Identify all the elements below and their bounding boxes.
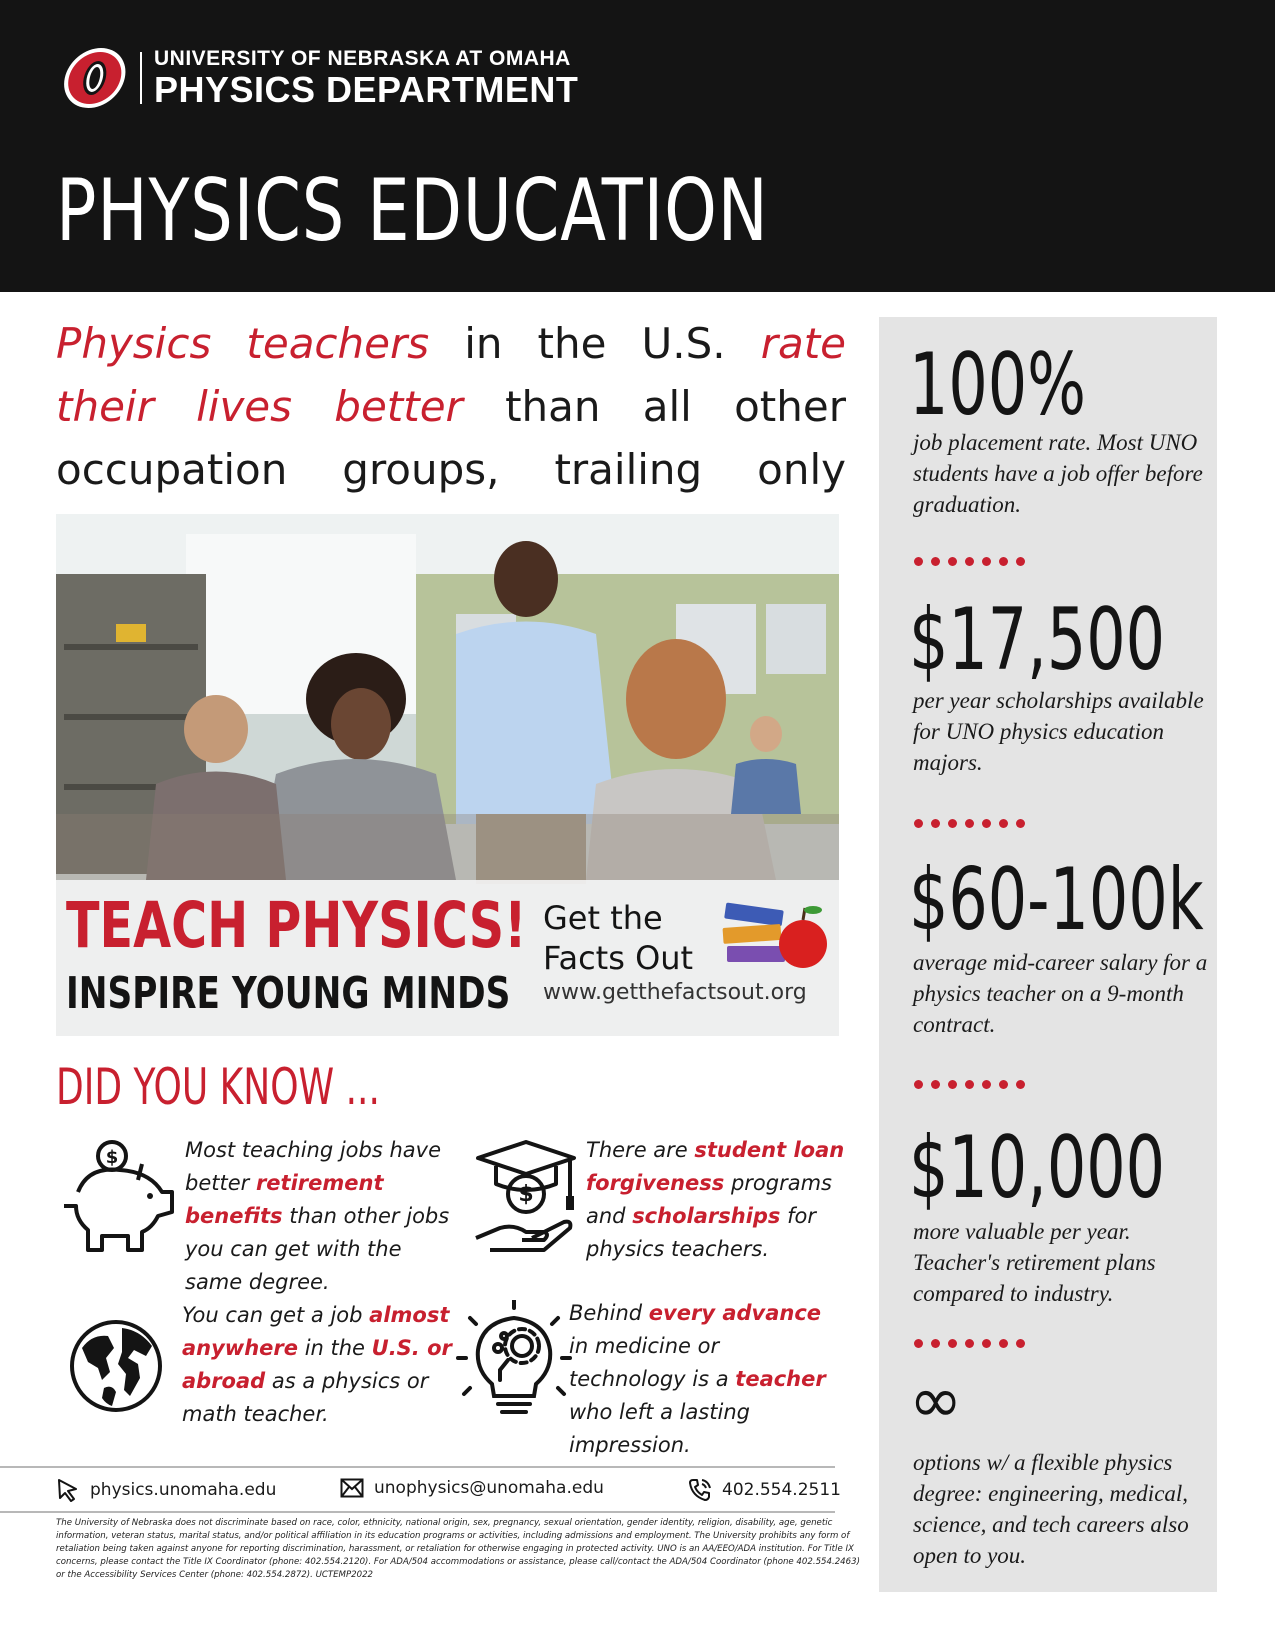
- stat-options-text: options w/ a flexible physics degree: engineering, medical, science, and tech careers also open to you.: [913, 1450, 1189, 1568]
- stat-retirement-value: $10,000: [909, 1118, 1166, 1218]
- uno-logo-icon: [60, 44, 130, 112]
- logo-divider: [140, 52, 142, 104]
- header: [0, 0, 1275, 292]
- headline-highlight-1: Physics teachers: [56, 319, 430, 368]
- department-name: PHYSICS DEPARTMENT: [154, 69, 579, 110]
- stats-sidebar: [879, 317, 1217, 1592]
- gtfo-url[interactable]: www.getthefactsout.org: [543, 980, 807, 1005]
- stat-scholarship-text: per year scholarships available for UNO physics education majors.: [913, 688, 1204, 775]
- cursor-icon: [56, 1478, 80, 1502]
- phone-text: 402.554.2511: [722, 1480, 841, 1500]
- headline-highlight-2: rate their lives better: [56, 319, 846, 431]
- stat-salary-value: $60-100k: [909, 850, 1204, 950]
- headline-text-1: in the U.S.: [429, 319, 761, 368]
- dot-separator: [914, 1080, 1025, 1089]
- did-you-know-heading: DID YOU KNOW ...: [56, 1058, 380, 1116]
- contact-rule-top: [0, 1466, 835, 1468]
- email-text: unophysics@unomaha.edu: [374, 1478, 604, 1498]
- classroom-photo: [56, 514, 839, 1036]
- headline-text-2: than all other occupation groups, trailing only: [56, 382, 846, 494]
- phone-icon: [688, 1478, 712, 1502]
- gtfo-line-1: Get the: [543, 899, 663, 937]
- stat-salary-text: average mid-career salary for a physics teacher on a 9-month contract.: [913, 950, 1208, 1037]
- dot-separator: [914, 557, 1025, 566]
- fact-job-anywhere: You can get a job almost anywhere in the U.S. or abroad as a physics or math teacher.: [182, 1303, 452, 1426]
- graduation-cap-money-icon: [470, 1138, 582, 1254]
- fact-student-loan-forgiveness: There are student loan forgiveness programs and scholarships for physics teachers.: [586, 1138, 845, 1261]
- dot-separator: [914, 819, 1025, 828]
- phone-link[interactable]: [688, 1478, 841, 1502]
- piggy-bank-icon: [58, 1136, 176, 1254]
- books-apple-icon: [721, 898, 831, 978]
- stat-job-placement-value: 100%: [909, 335, 1087, 435]
- stat-scholarship-value: $17,500: [909, 590, 1166, 690]
- website-text: physics.unomaha.edu: [90, 1480, 277, 1500]
- website-link[interactable]: [56, 1478, 276, 1502]
- lightbulb-gear-icon: [456, 1300, 574, 1424]
- svg-text:$: $: [518, 1182, 534, 1207]
- email-link[interactable]: [340, 1478, 604, 1498]
- university-name: UNIVERSITY OF NEBRASKA AT OMAHA: [154, 47, 571, 70]
- fact-every-advance: Behind every advance in medicine or technology is a teacher who left a lasting impression.: [569, 1301, 826, 1457]
- globe-icon: [68, 1318, 164, 1414]
- contact-rule-bottom: [0, 1511, 835, 1513]
- envelope-icon: [340, 1478, 364, 1498]
- fact-retirement-benefits: Most teaching jobs have better retirement benefits than other jobs you can get with the same degree.: [185, 1138, 450, 1294]
- inspire-heading: INSPIRE YOUNG MINDS: [66, 968, 511, 1019]
- svg-text:$: $: [105, 1147, 119, 1168]
- dot-separator: [914, 1339, 1025, 1348]
- get-the-facts-out-logo-text: [543, 898, 693, 978]
- stat-retirement-text: more valuable per year. Teacher's retirement plans compared to industry.: [913, 1219, 1156, 1306]
- teach-physics-banner: [56, 880, 839, 1036]
- nondiscrimination-disclaimer: The University of Nebraska does not discriminate based on race, color, ethnicity, national origin, sex, pregnancy, sexual orientation, gender identity, religion, disability, age, genetic information, veteran status, marital status, and/or political affiliation in its education programs or activities, including admissions and employment. The University prohibits any form of retaliation being taken against anyone for reporting discrimination, harassment, or retaliation for otherwise engaging in protected activity. UNO is an AA/EEO/ADA institution. For Title IX concerns, please contact the Title IX Coordinator (phone: 402.554.2120). For ADA/504 accommodations or assistance, please call/contact the ADA/504 Coordinator (phone 402.554.2463) or the Accessibility Services Center (phone: 402.554.2872). UCTEMP2022: [56, 1518, 860, 1580]
- teach-physics-heading: TEACH PHYSICS!: [66, 889, 527, 962]
- gtfo-line-2: Facts Out: [543, 939, 694, 977]
- stat-job-placement-text: job placement rate. Most UNO students have a job offer before graduation.: [913, 430, 1203, 517]
- stat-options-value: ∞: [909, 1364, 963, 1438]
- page-title: PHYSICS EDUCATION: [56, 161, 769, 261]
